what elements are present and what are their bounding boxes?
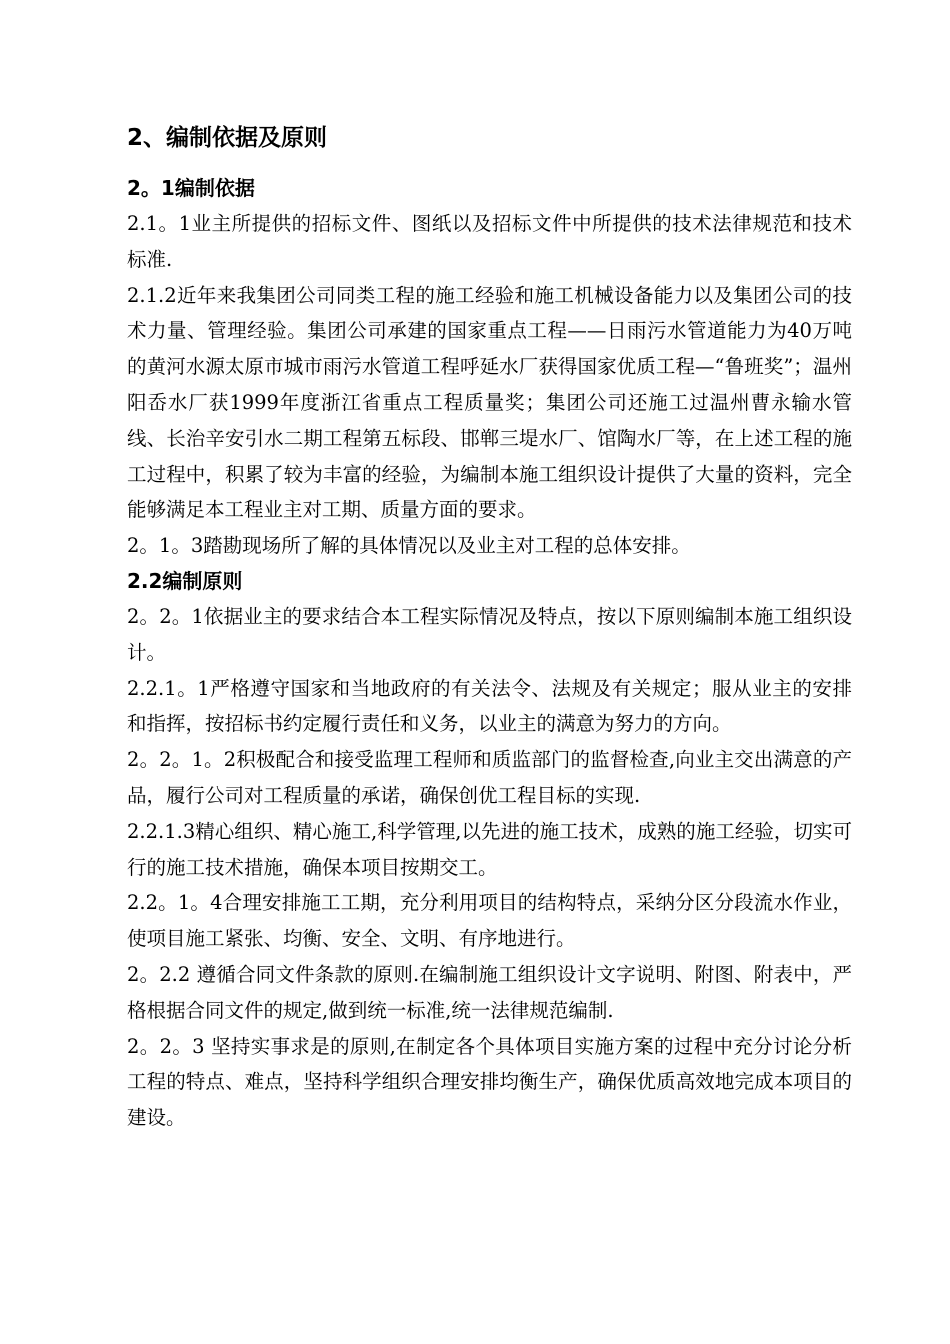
paragraph-2-2-1-2: 2。2。1。2积极配合和接受监理工程师和质监部门的监督检查,向业主交出满意的产品，履行公司对工程质量的承诺，确保创优工程目标的实现. — [127, 748, 852, 807]
section-title-basis: 2。1编制依据 — [127, 176, 255, 200]
paragraph-2-2-1: 2。2。1依据业主的要求结合本工程实际情况及特点，按以下原则编制本施工组织设计。 — [127, 604, 852, 664]
paragraph-2-2-2: 2。2.2 遵循合同文件条款的原则.在编制施工组织设计文字说明、附图、附表中，严格根据合同文件的规定,做到统一标准,统一法律规范编制. — [127, 962, 852, 1022]
document-page — [127, 118, 852, 1136]
paragraph-2-2-1-3: 2.2.1.3精心组织、精心施工,科学管理,以先进的施工技术，成熟的施工经验，切实可行的施工技术措施，确保本项目按期交工。 — [127, 819, 852, 879]
paragraph-2-1-3: 2。1。3踏勘现场所了解的具体情况以及业主对工程的总体安排。 — [127, 534, 691, 558]
paragraph-2-1-1: 2.1。1业主所提供的招标文件、图纸以及招标文件中所提供的技术法律规范和技术标准. — [127, 212, 852, 271]
paragraph-2-1-2: 2.1.2近年来我集团公司同类工程的施工经验和施工机械设备能力以及集团公司的技术力量、管理经验。集团公司承建的国家重点工程——日雨污水管道能力为40万吨的黄河水源太原市城市雨污水管道工程呼延水厂获得国家优质工程—“鲁班奖”；温州阳岙水厂获1999年度浙江省重点工程质量奖；集团公司还施工过温州曹永输水管线、长治辛安引水二期工程第五标段、邯郸三堤水厂、馆陶水厂等，在上述工程的施工过程中，积累了较为丰富的经验，为编制本施工组织设计提供了大量的资料，完全能够满足本工程业主对工期、质量方面的要求。 — [127, 283, 852, 522]
paragraph-2-2-1-4: 2.2。1。4合理安排施工工期，充分利用项目的结构特点，采纳分区分段流水作业，使项目施工紧张、均衡、安全、文明、有序地进行。 — [127, 891, 852, 951]
paragraph-2-2-1-1: 2.2.1。1严格遵守国家和当地政府的有关法令、法规及有关规定；服从业主的安排和指挥，按招标书约定履行责任和义务，以业主的满意为努力的方向。 — [127, 676, 852, 736]
section-title-principles: 2.2编制原则 — [127, 568, 243, 593]
paragraph-2-2-3: 2。2。3 坚持实事求是的原则,在制定各个具体项目实施方案的过程中充分讨论分析工程的特点、难点，坚持科学组织合理安排均衡生产，确保优质高效地完成本项目的建设。 — [127, 1034, 852, 1130]
chapter-heading: 2、编制依据及原则 — [127, 125, 328, 151]
